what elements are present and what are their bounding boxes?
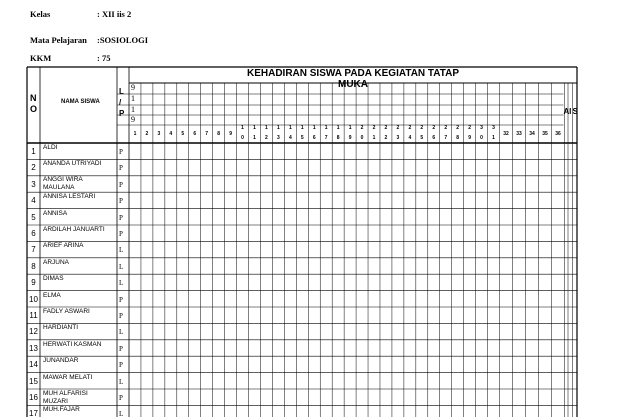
student-name: MUH.FAJAR [43,406,80,414]
meeting-number: 2 [396,125,400,131]
row-number: 15 [29,376,38,386]
student-name: ANGGI WIRA [43,176,83,184]
meeting-number: 36 [555,131,561,137]
row-number: 16 [29,393,38,402]
meeting-number: 2 [468,125,471,131]
gender-code: P [119,164,123,173]
gender-code: L [119,246,124,255]
ais-header: I [569,107,572,116]
meeting-number: 7 [444,135,448,141]
gender-code: L [119,377,124,386]
kkm-label: KKM [30,53,52,63]
student-name: MAULANA [43,184,75,192]
student-name: ARDILAH JANUARTI [43,226,105,233]
lp-header-char: / [119,98,122,107]
kelas-value: : XII iis 2 [97,9,132,19]
meeting-number: 0 [480,135,483,141]
meeting-number: 2 [145,131,149,137]
nama-siswa-header: NAMA SISWA [61,99,100,105]
row-number: 12 [29,327,38,337]
row-number: 1 [31,147,36,156]
gender-code: P [119,361,123,370]
meeting-number: 4 [169,131,173,137]
student-name: MAWAR MELATI [43,373,93,381]
student-name: MUH ALFARISI [43,389,88,397]
meeting-number: 2 [420,125,424,131]
no-header-char: O [30,104,38,114]
meeting-number: 2 [372,125,376,131]
meeting-number: 32 [503,131,509,137]
meeting-number: 1 [276,125,280,131]
gender-code: L [119,410,124,418]
kelas-label: Kelas [30,9,51,19]
gender-code: P [119,230,123,238]
year-digit: 1 [131,105,135,114]
meeting-number: 2 [444,125,448,131]
lp-header-char: L [119,87,124,96]
mapel-value: :SOSIOLOGI [97,35,149,45]
meeting-number: 2 [360,125,364,131]
row-number: 13 [29,343,38,353]
meeting-number: 2 [432,125,436,131]
meeting-number: 1 [324,125,328,131]
meeting-number: 8 [456,135,460,141]
meeting-number: 9 [348,135,352,141]
row-number: 11 [29,311,38,320]
meeting-number: 8 [336,135,340,141]
gender-code: P [119,213,123,222]
meeting-number: 5 [300,135,304,141]
meeting-number: 5 [420,135,424,141]
meeting-number: 3 [480,125,483,131]
meeting-number: 2 [408,125,412,131]
year-digit: 1 [131,94,135,103]
row-number: 9 [31,278,36,288]
ais-header: S [572,107,578,116]
meeting-number: 1 [253,135,256,141]
gender-code: P [119,312,123,320]
gender-code: P [119,295,123,304]
student-name: ANANDA UTRIYADI [43,160,102,168]
year-digit: 9 [131,115,135,124]
row-number: 7 [31,245,36,255]
row-number: 8 [31,261,36,271]
meeting-number: 9 [468,135,471,141]
student-name: ALDI [43,144,58,151]
row-number: 14 [29,360,38,370]
meeting-number: 4 [408,135,412,141]
mapel-label: Mata Pelajaran [30,35,87,45]
no-header-char: N [30,93,37,103]
meeting-number: 1 [492,135,495,141]
row-number: 10 [29,294,38,304]
meeting-number: 35 [542,131,548,137]
gender-code: L [119,279,124,288]
meeting-number: 3 [157,131,161,137]
year-digit: 9 [131,83,135,92]
student-name: ANNISA [43,209,68,217]
meeting-number: 3 [492,125,495,131]
student-name: FADLY ASWARI [43,308,90,315]
meeting-number: 7 [205,131,209,137]
ais-header: A [563,107,570,116]
gender-code: L [119,328,124,337]
meeting-number: 1 [241,125,244,131]
meeting-number: 1 [372,135,376,141]
meeting-number: 7 [324,135,328,141]
meeting-number: 1 [253,125,256,131]
meeting-number: 4 [288,135,292,141]
meeting-number: 6 [432,135,436,141]
student-name: ANNISA LESTARI [43,193,96,201]
gender-code: P [119,344,123,353]
meeting-number: 3 [396,135,400,141]
row-number: 17 [29,409,38,418]
meeting-number: 2 [265,135,268,141]
row-number: 5 [31,212,36,222]
student-name: JUNANDAR [43,357,79,365]
meeting-number: 34 [529,131,535,137]
meeting-number: 1 [348,125,352,131]
gender-code: P [119,180,123,189]
row-number: 2 [31,163,36,173]
gender-code: P [119,148,123,156]
gender-code: L [119,262,124,271]
meeting-number: 0 [241,135,244,141]
table-title: KEHADIRAN SISWA PADA KEGIATAN TATAP MUKA [246,68,460,90]
meeting-number: 2 [384,125,388,131]
row-number: 6 [31,229,36,238]
meeting-number: 1 [133,131,137,137]
student-name: DIMAS [43,275,64,283]
meeting-number: 1 [265,125,268,131]
meeting-number: 2 [384,135,388,141]
meeting-number: 1 [288,125,292,131]
meeting-number: 33 [516,131,522,137]
gender-code: P [119,197,123,206]
meeting-number: 2 [456,125,460,131]
student-name: ARJUNA [43,258,70,266]
student-name: HERWATI KASMAN [43,340,102,348]
meeting-number: 1 [300,125,304,131]
kkm-value: : 75 [97,53,111,63]
meeting-number: 5 [181,131,185,137]
row-number: 3 [31,179,36,189]
lp-header-char: P [119,109,125,118]
meeting-number: 1 [336,125,340,131]
meeting-number: 6 [312,135,316,141]
meeting-number: 3 [276,135,280,141]
student-name: MUZARI [43,397,68,405]
meeting-number: 9 [229,131,232,137]
meeting-number: 0 [360,135,364,141]
meeting-number: 6 [193,131,197,137]
student-name: HARDIANTI [43,324,79,332]
student-name: ARIEF ARINA [43,242,84,250]
row-number: 4 [31,196,36,206]
meeting-number: 1 [312,125,316,131]
gender-code: P [119,394,123,402]
meeting-number: 8 [217,131,221,137]
student-name: ELMA [43,291,61,299]
